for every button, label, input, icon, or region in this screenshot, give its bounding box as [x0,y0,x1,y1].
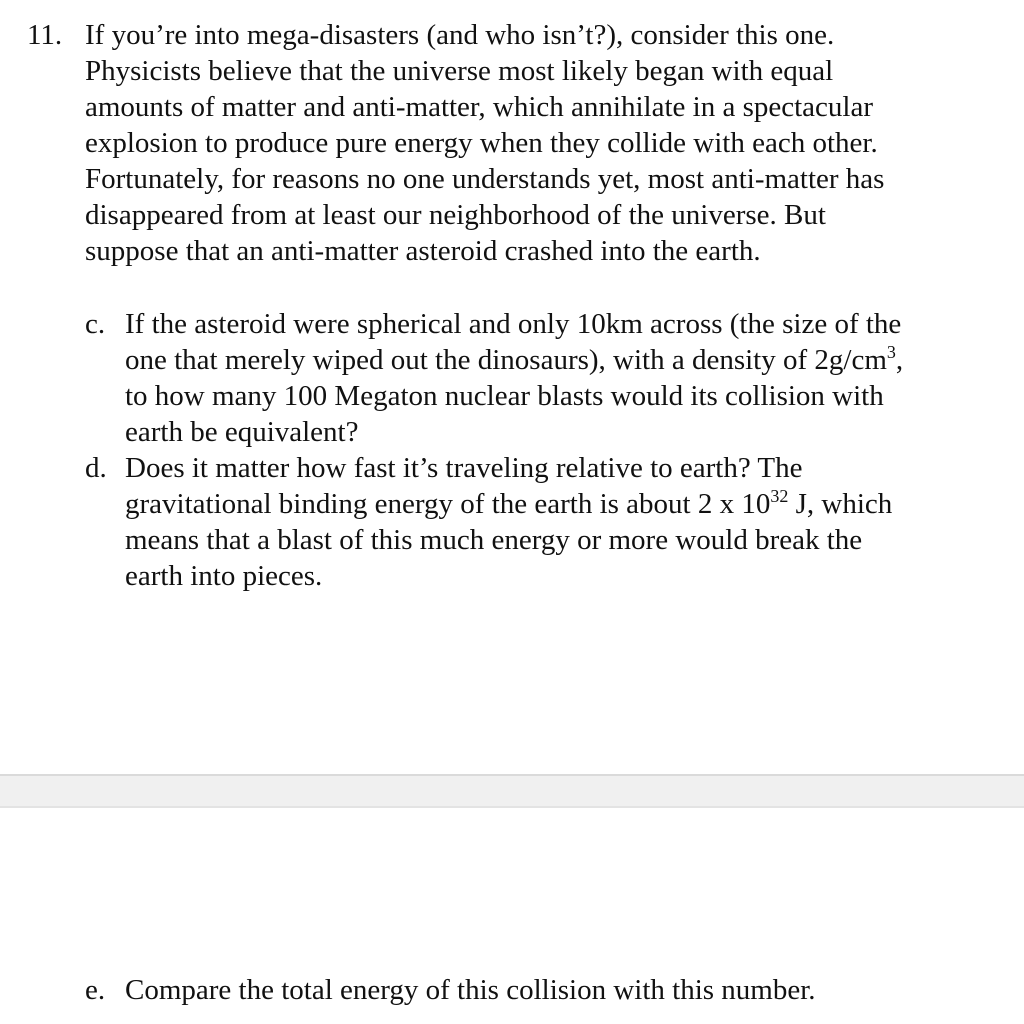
subquestion-letter: e. [85,974,106,1006]
subquestion-text [125,972,985,1008]
subquestion-line: means that a blast of this much energy or more would break the [125,524,863,556]
line-text: , [895,344,904,376]
line-text: gravitational binding energy of the earth is about 2 x 10 [125,488,771,520]
subquestion-letter: c. [85,308,106,340]
subquestion-line: Compare the total energy of this collision with this number. [125,974,816,1006]
line-text: one that merely wiped out the dinosaurs), with a density of 2g/cm [125,344,887,376]
subquestion-line: earth into pieces. [125,560,323,592]
intro-line: amounts of matter and anti-matter, which annihilate in a spectacular [85,91,873,123]
intro-line: disappeared from at least our neighborhood of the universe. But [85,199,826,231]
question-intro [85,17,990,269]
subquestion-letter: d. [85,452,107,484]
subquestion-text [125,306,985,450]
subquestion-line [125,342,985,378]
page-break-divider [0,774,1024,808]
subquestion-line: earth be equivalent? [125,416,359,448]
intro-line: Physicists believe that the universe most likely began with equal [85,55,834,87]
subquestion-d [85,450,990,600]
question-number: 11. [27,19,63,51]
superscript-exponent: 3 [886,342,896,362]
subquestion-e [85,972,990,1012]
subquestion-line: to how many 100 Megaton nuclear blasts would its collision with [125,380,884,412]
subquestion-c [85,306,990,456]
intro-line: Fortunately, for reasons no one understands yet, most anti-matter has [85,163,885,195]
intro-line: suppose that an anti-matter asteroid crashed into the earth. [85,235,761,267]
subquestion-line: If the asteroid were spherical and only 10km across (the size of the [125,308,902,340]
intro-line: explosion to produce pure energy when they collide with each other. [85,127,878,159]
subquestion-line [125,486,985,522]
subquestion-line: Does it matter how fast it’s traveling relative to earth? The [125,452,803,484]
superscript-exponent: 32 [770,486,789,506]
line-text: J, which [788,488,893,520]
intro-line: If you’re into mega-disasters (and who isn’t?), consider this one. [85,19,835,51]
subquestion-text [125,450,985,594]
